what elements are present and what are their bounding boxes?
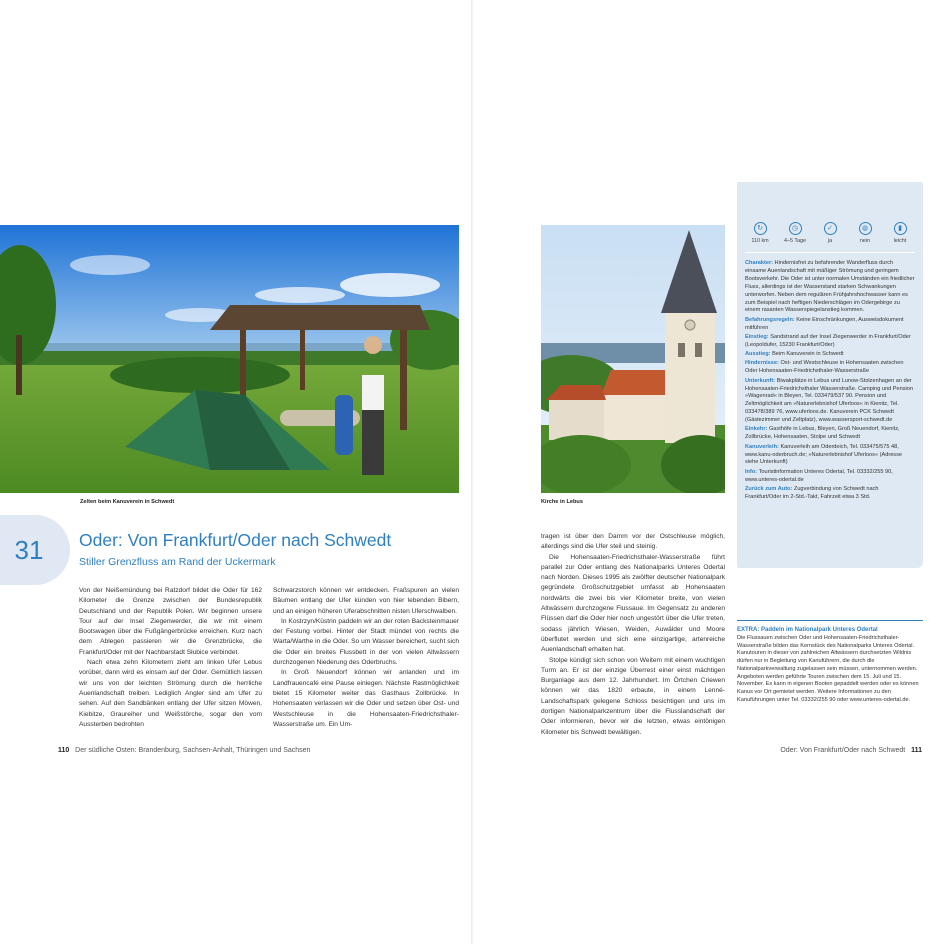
info-entry [745,426,915,442]
info-entry [745,260,915,315]
info-entry [745,317,915,333]
info-value: Gasthöfe in Lebus, Bleyen, Groß Neuendorf, Kienitz, Zollbrücke, Hohensaaten, Stolpe und Schwedt [745,426,900,441]
stats-row [737,222,923,244]
info-value: Kanuverleih am Oderdeich, Tel. 033475/575 48, www.kanu-oderbruch.de; »Naturerlebnishof Uferloos« (Adresse siehe Unterkunft) [745,443,903,466]
page-number-left: 110 [58,747,70,754]
text-column-2 [273,586,459,730]
photo-caption-left: Zelten beim Kanuverein in Schwedt [80,499,175,505]
info-label: Einstieg: [745,333,769,340]
paragraph: Stolpe kündigt sich schon von Weitem mit einem wuchtigen Turm an. Er ist der einzige Überrest einer einst mächtigen Burganlage aus dem 12. Jahrhundert. Im Örtchen Criewen können wir das 1820 erbaute, in einem Lenné-Landschaftspark gelegene Schloss besichtigen und uns im dortigen Nationalparkzentrum über die Flusslandschaft der Oder informieren, bevor wir die letzten, etwas eintönigen Kilometer bis Schwedt bewältigen. [541,656,725,736]
chapter-title: Oder: Von Frankfurt/Oder nach Schwedt [79,530,392,550]
info-entry [745,351,915,359]
info-box [737,182,923,568]
page-number-right: 111 [911,747,922,754]
paragraph: Von der Neißemündung bei Ratzdorf bildet die Oder für 162 Kilometer die Grenze zwischen der Bundesrepublik Deutschland und der Republik Polen. Wir beginnen unsere Tour auf der Insel Ziegenwerder, die wir mit einem Bootswagen über die Fußgängerbrücke erreichen. Kurz nach dem Ablegen passieren wir die Grenzbrücke, die Frankfurt/Oder mit der Nachbarstadt Słubice verbindet. [79,587,262,656]
stat-label: leicht [893,238,907,244]
stat-label: nein [859,238,871,244]
info-value: Sandstrand auf der Insel Ziegenwerder in Frankfurt/Oder (Leopoldufer, 15230 Frankfurt/Oder) [745,333,911,348]
info-entries [745,260,915,503]
info-label: Charakter: [745,260,773,266]
info-value: Biwakplätze in Lebus und Lunow-Stolzenhagen an der Hohensaaten-Friedrichsthaler Wasserstraße. Camping und Pension »Wagenrad« in Bleyen, Tel. 033479/537 90. Pension und Zeltmöglichkeit am »Naturerlebnishof Uferloos« in Kienitz, Tel. 033478/389 76, www.uferloos.de. Kanuverein PCK Schwedt (Gästezimmer und Zeltplatz), www.wassersport-schwedt.de [745,377,913,424]
info-value: Keine Einschränkungen, Ausweisdokument mitführen [745,316,904,331]
calendar-icon: ◷ [789,222,802,235]
paragraph: tragen ist über den Damm vor der Ostschleuse möglich, allerdings sind die Ufer steil und steinig. [541,533,725,551]
paragraph: Schwarzstorch können wir entdecken. Fraßspuren an vielen Bäumen entlang der Ufer künden von hier lebenden Bibern, und an einigen höheren Uferabschnitten nisten Uferschwalben. [273,587,459,615]
stat-label: 4–5 Tage [783,238,807,244]
info-value: Beim Kanuverein in Schwedt [772,351,844,358]
divider [745,252,915,253]
info-label: Einkehr: [745,426,768,433]
footer-left [58,747,310,754]
level-icon: ▮ [894,222,907,235]
info-label: Info: [745,468,758,475]
info-entry [745,378,915,425]
info-entry [745,334,915,350]
chapter-badge [0,515,70,585]
info-label: Befahrungsregeln: [745,316,795,323]
stat-label: 110 km [751,238,769,244]
info-entry [745,469,915,485]
stat-locks [848,222,882,244]
stat-distance [743,222,777,244]
info-entry [745,360,915,376]
chapter-subtitle: Stiller Grenzfluss am Rand der Uckermark [79,556,276,568]
info-value: Ost- und Westschleuse in Hohensaaten zwischen Oder Hohensaaten-Friedrichsthaler-Wasserstraße [745,360,904,375]
distance-icon: ↻ [754,222,767,235]
stat-difficulty [883,222,917,244]
footer-right [780,747,922,754]
info-entry [745,444,915,468]
paragraph: Die Hohensaaten-Friedrichsthaler-Wasserstraße führt parallel zur Oder entlang des Nationalparks Unteres Odertal nach Norden. Dieses 1995 als zwölfter deutscher Nationalpark gegründete Großschutzgebiet umfasst ab Hohensaaten nordwärts die zwei bis vier Kilometer breite, von vielen Altwässern durchzogene Flussaue. Im Gegensatz zu anderen Flüssen darf die Oder hier noch ungestört über die Ufer treten, sodass jährlich Wiesen, Weiden, Auwälder und Moore überflutet werden und sich eine einzigartige, artenreiche Auenlandschaft erhalten hat. [541,553,725,654]
paragraph: In Kostrzyn/Küstrin paddeln wir an der roten Backsteinmauer der Festung vorbei. Hinter der Stadt mündet von rechts die Warta/Warthe in die Oder. So um Wasser bereichert, sucht sich die Oder ein breites Flussbett in der von vielen Altwässern durchzogenen Niederung des Oderbruchs. [273,617,459,667]
text-column-3 [541,532,725,738]
extra-text: Die Flussauen zwischen Oder und Hohensaaten-Friedrichsthaler-Wasserstraße bilden das Kernstück des Nationalparks Unteres Odertal. Kanutouren in dieser von zahlreichen Altwässern durchsetzten Wildnis dürfen nur in Begleitung von Kanuführern, die durch die Nationalparkverwaltung zugelassen sein müssen, unternommen werden. Angeboten werden geführte Touren zwischen dem 15. Juli und 15. November. Es kann in eigenen Booten gepaddelt werden oder es können Kanus vor Ort gemietet werden. Weitere Informationen zu den Kanuführungen unter Tel. 03332/255 90 oder www.unteres-odertal.de. [737,635,919,703]
info-label: Ausstieg: [745,351,771,358]
check-icon: ✓ [824,222,837,235]
page-gutter [471,0,473,944]
photo-church [541,225,725,493]
info-label: Hindernisse: [745,360,779,367]
info-label: Unterkunft: [745,377,776,384]
stat-camping [813,222,847,244]
stat-duration [778,222,812,244]
extra-title: EXTRA: Paddeln im Nationalpark Unteres Odertal [737,627,878,633]
photo-camping [0,225,459,493]
info-value: Hindernisfrei zu befahrender Wanderfluss durch einsame Auenlandschaft mit mäßiger Strömung und geringem Bootsverkehr. Die Oder ist unter normalen Umständen ein friedlicher Fluss, allerdings ist der Wasserstand starken Schwankungen unterworfen. Neben dem regulären Frühjahrshochwasser kann es zum Beispiel nach heftigen Niederschlägen im Odergebirge zu einem rasanten Wasserspiegelanstieg kommen. [745,260,915,314]
lock-icon: ◍ [859,222,872,235]
paragraph: Nach etwa zehn Kilometern zieht am linken Ufer Lebus vorüber, dann wird es einsam auf der Oder. Gemütlich lassen wir uns von der leichten Strömung durch die herrliche Auenlandschaft treiben. Lediglich Angler sind am Ufer zu sehen. Auf den Sandbänken entlang der Ufer sitzen Möwen, Kiebitze, Graureiher und Weißstörche, sogar den vom Aussterben bedrohten [79,659,262,728]
chapter-number: 31 [14,535,44,565]
running-head-left: Der südliche Osten: Brandenburg, Sachsen-Anhalt, Thüringen und Sachsen [75,747,311,754]
paragraph: In Groß Neuendorf können wir anlanden und im Landfrauencafé eine Pause einlegen. Nächste Rastmöglichkeit bietet 15 Kilometer weiter das Gasthaus Zollbrücke. In Hohensaaten verlassen wir die Oder und setzen über Ost- und Westschleuse in die Hohensaaten-Friedrichsthaler-Wasserstraße um. Ein Um- [273,669,459,728]
stat-label: ja [827,238,833,244]
info-value: Touristinformation Unteres Odertal, Tel. 03332/255 90, www.unteres-odertal.de [745,468,893,483]
info-label: Zurück zum Auto: [745,485,793,492]
running-head-right: Oder: Von Frankfurt/Oder nach Schwedt [780,747,906,754]
info-entry [745,486,915,502]
info-label: Kanuverleih: [745,443,779,450]
text-column-1 [79,586,262,730]
photo-caption-right: Kirche in Lebus [541,499,583,505]
extra-box [737,620,923,704]
info-value: Zugverbindung von Schwedt nach Frankfurt/Oder im 2-Std.-Takt, Fahrzeit etwa 3 Std. [745,485,879,500]
